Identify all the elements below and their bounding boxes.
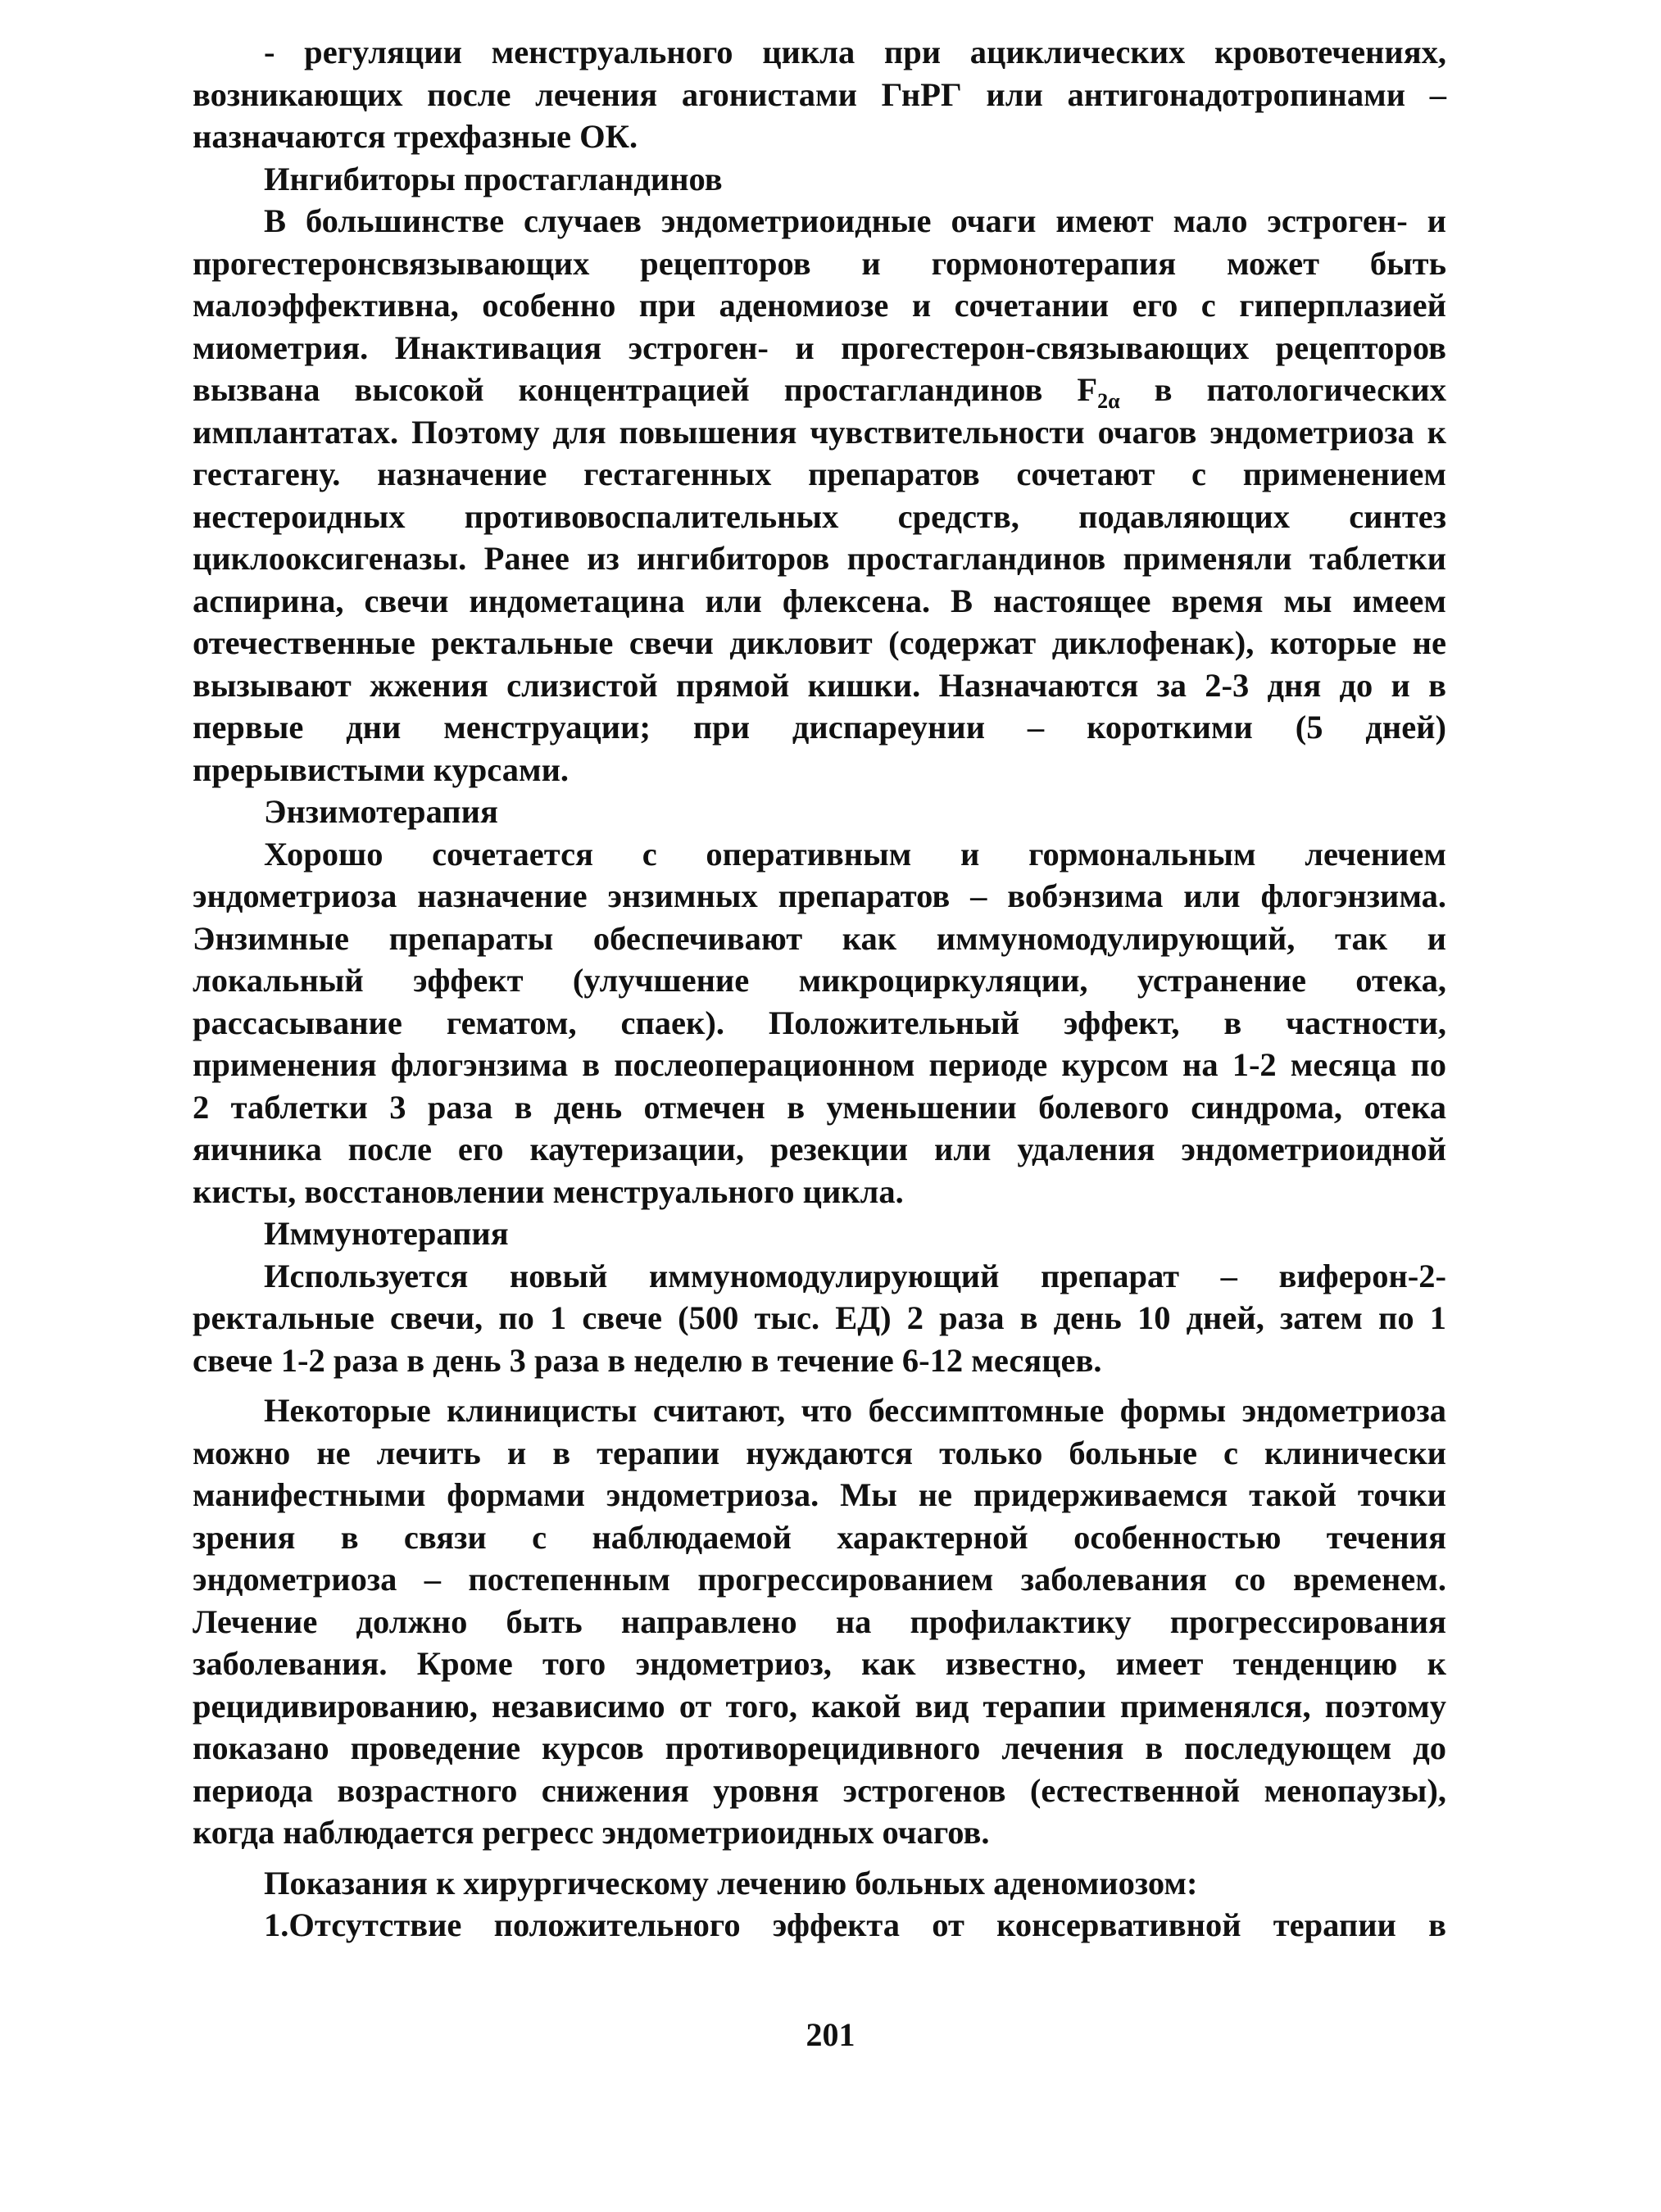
text-line: когда наблюдается регресс эндометриоидных очагов.: [193, 1814, 990, 1851]
text-line: малоэффективна, особенно при аденомиозе и сочетании его с гиперплазией: [193, 287, 1446, 324]
text-line: 2 таблетки 3 раза в день отмечен в уменьшении болевого синдрома, отека: [193, 1088, 1446, 1126]
text-line: гестагену. назначение гестагенных препаратов сочетают с применением: [193, 456, 1446, 492]
text-line: миометрия. Инактивация эстроген- и прогестерон-связывающих рецепторов: [193, 329, 1446, 366]
text-line: ректальные свечи, по 1 свече (500 тыс. ЕД) 2 раза в день 10 дней, затем по 1: [193, 1299, 1446, 1336]
text-line: имплантатах. Поэтому для повышения чувствительности очагов эндометриоза к: [193, 413, 1446, 451]
text-line: Хорошо сочетается с оперативным и гормональным лечением: [264, 835, 1446, 873]
text-line: применения флогэнзима в послеоперационном периоде курсом на 1-2 месяца по: [193, 1046, 1446, 1083]
text-line: Энзимные препараты обеспечивают как иммуномодулирующий, так и: [193, 919, 1446, 957]
text-line: нестероидных противовоспалительных средств, подавляющих синтез: [193, 497, 1446, 535]
text-line: манифестными формами эндометриоза. Мы не придерживаемся такой точки: [193, 1476, 1446, 1513]
text-line: рассасывание гематом, спаек). Положительный эффект, в частности,: [193, 1004, 1446, 1041]
text-line: прогестеронсвязывающих рецепторов и гормонотерапия может быть: [193, 244, 1446, 282]
formula-f2a: $F_{2\alpha}$: [1077, 371, 1120, 414]
text-line: локальный эффект (улучшение микроциркуляции, устранение отека,: [193, 962, 1446, 999]
text-line: назначаются трехфазные ОК.: [193, 118, 638, 155]
text-line: зрения в связи с наблюдаемой характерной особенностью течения: [193, 1518, 1446, 1556]
text-line: Некоторые клиницисты считают, что бессимптомные формы эндометриоза: [264, 1392, 1446, 1429]
text-line: отечественные ректальные свечи дикловит (содержат диклофенак), которые не: [193, 624, 1446, 661]
text-line: можно не лечить и в терапии нуждаются только больные с клинически: [193, 1434, 1446, 1471]
section-heading-prostaglandins: Ингибиторы простагландинов: [264, 160, 723, 197]
text-line: аспирина, свечи индометацина или флексена. В настоящее время мы имеем: [193, 582, 1446, 619]
text-line: Лечение должно быть направлено на профилактику прогрессирования: [193, 1602, 1446, 1640]
text-line: рецидивированию, независимо от того, какой вид терапии применялся, поэтому: [193, 1687, 1446, 1725]
text-fragment: в патологических: [1154, 371, 1447, 408]
text-line: 1.Отсутствие положительного эффекта от консервативной терапии в: [264, 1906, 1446, 1943]
text-line: заболевания. Кроме того эндометриоз, как известно, имеет тенденцию к: [193, 1645, 1446, 1682]
section-heading-immunotherapy: Иммунотерапия: [264, 1215, 509, 1252]
text-line-with-formula: [193, 369, 1447, 414]
text-line: Показания к хирургическому лечению больных аденомиозом:: [264, 1864, 1198, 1902]
text-line: яичника после его каутеризации, резекции или удаления эндометриоидной: [193, 1131, 1446, 1167]
text-line: кисты, восстановлении менструального цикла.: [193, 1172, 904, 1210]
text-line: эндометриоза – постепенным прогрессированием заболевания со временем.: [193, 1561, 1446, 1598]
text-line: эндометриоза назначение энзимных препаратов – вобэнзима или флогэнзима.: [193, 877, 1446, 914]
text-line: показано проведение курсов противорецидивного лечения в последующем до: [193, 1729, 1446, 1766]
text-fragment: вызвана высокой концентрацией простагландинов: [193, 371, 1043, 408]
section-heading-enzymes: Энзимотерапия: [264, 793, 498, 830]
text-line: прерывистыми курсами.: [193, 750, 570, 788]
page-number: 201: [806, 2016, 855, 2053]
text-line: свече 1-2 раза в день 3 раза в неделю в течение 6-12 месяцев.: [193, 1341, 1102, 1379]
document-page: [193, 31, 1446, 1947]
text-line: первые дни менструации; при диспареунии – короткими (5 дней): [193, 709, 1446, 746]
text-line: - регуляции менструального цикла при ациклических кровотечениях,: [264, 34, 1446, 70]
text-line: Используется новый иммуномодулирующий препарат – виферон-2-: [264, 1257, 1446, 1294]
text-line: возникающих после лечения агонистами ГнРГ или антигонадотропинами –: [193, 75, 1446, 113]
text-line: вызывают жжения слизистой прямой кишки. Назначаются за 2-3 дня до и в: [193, 666, 1446, 704]
text-line: циклооксигеназы. Ранее из ингибиторов простагландинов применяли таблетки: [193, 540, 1446, 577]
text-line: В большинстве случаев эндометриоидные очаги имеют мало эстроген- и: [264, 202, 1446, 239]
text-line: периода возрастного снижения уровня эстрогенов (естественной менопаузы),: [193, 1771, 1446, 1809]
